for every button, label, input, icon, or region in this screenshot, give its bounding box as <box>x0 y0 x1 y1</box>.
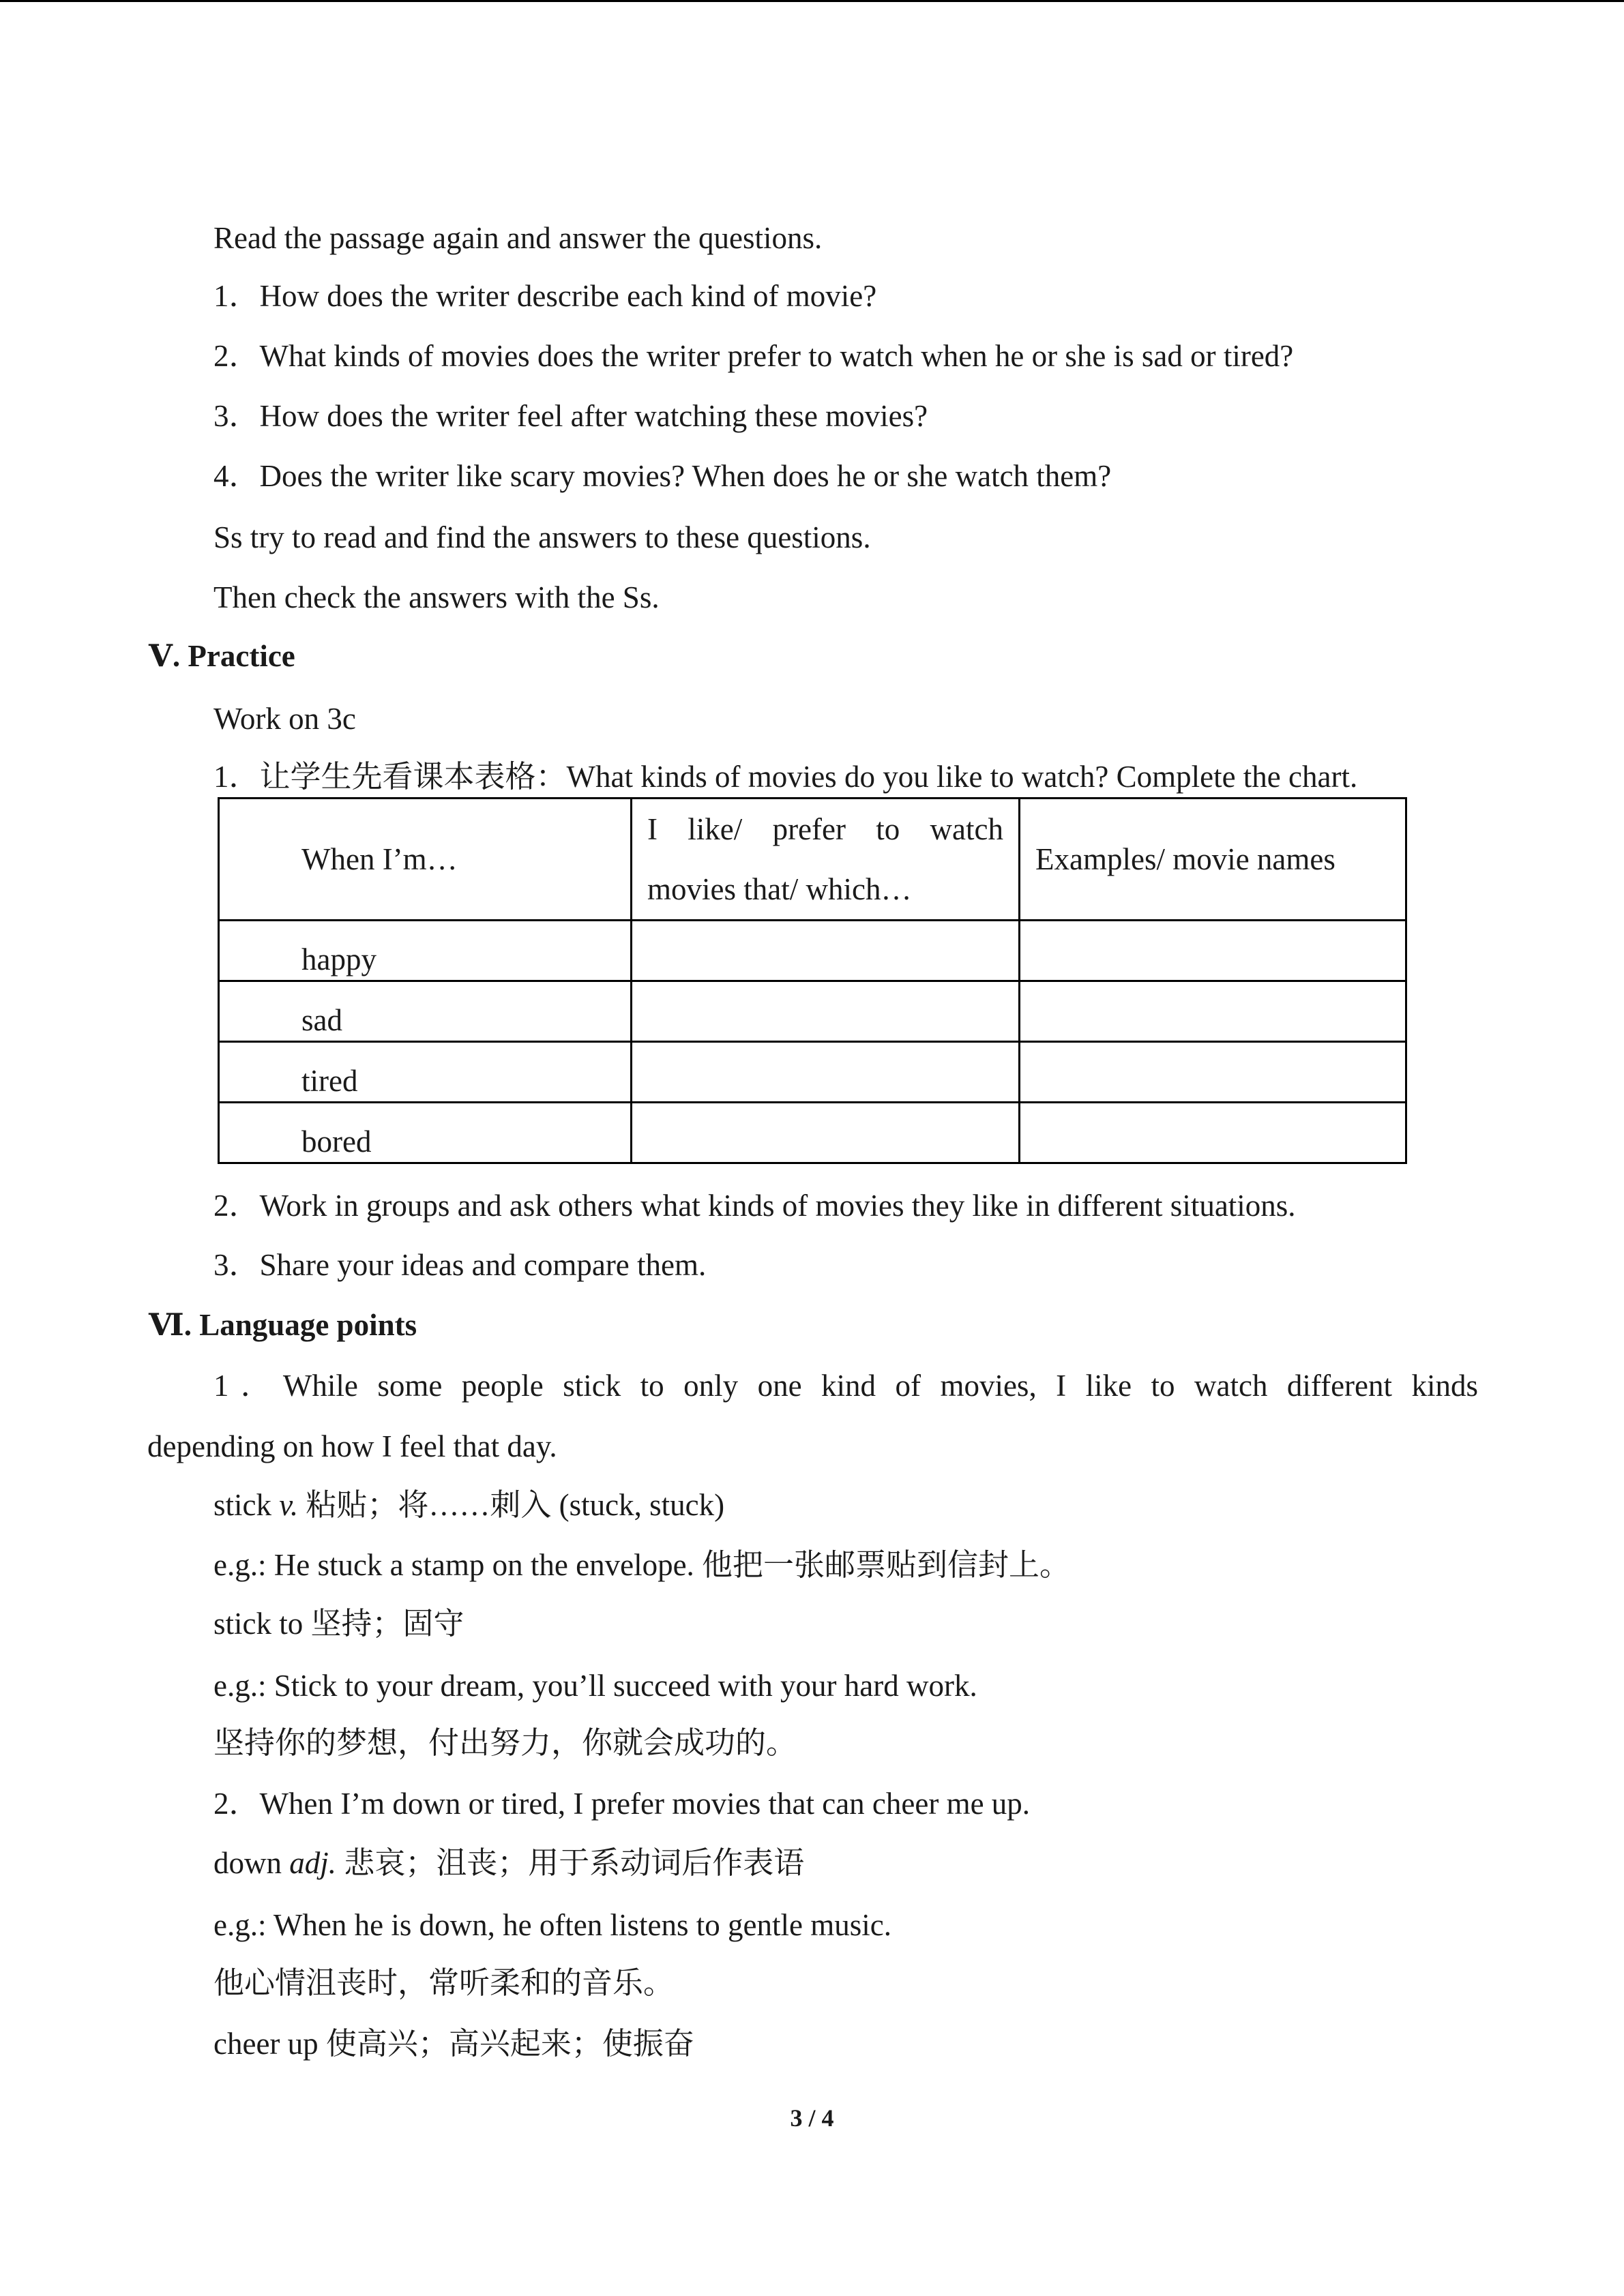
blank-cell[interactable] <box>632 1103 1020 1163</box>
language-point-2: 2．When I’m down or tired, I prefer movies that can cheer me up. <box>213 1787 1031 1821</box>
chart-row <box>219 1103 1406 1163</box>
row-label-happy: happy <box>219 921 632 981</box>
chart-row <box>219 1042 1406 1103</box>
practice-step-1: 1．让学生先看课本表格：What kinds of movies do you like to watch? Complete the chart. <box>213 760 1358 794</box>
blank-cell[interactable] <box>632 981 1020 1042</box>
stick-definition <box>213 1486 724 1524</box>
instruction-read: Ss try to read and find the answers to these questions. <box>213 520 871 554</box>
row-label-bored: bored <box>219 1103 632 1163</box>
blank-cell[interactable] <box>1020 1042 1406 1103</box>
header-prefer: I like/ prefer to watch movies that/ which… <box>632 799 1020 921</box>
work-on-label: Work on 3c <box>213 702 356 736</box>
down-meaning: 悲哀；沮丧；用于系动词后作表语 <box>344 1846 805 1880</box>
page-number: 3 / 4 <box>790 2104 834 2132</box>
example-2: e.g.: Stick to your dream, you’ll succeed with your hard work. <box>213 1669 977 1703</box>
row-label-tired: tired <box>219 1042 632 1103</box>
example-3-translation: 他心情沮丧时，常听柔和的音乐。 <box>213 1966 675 2000</box>
intro-text: Read the passage again and answer the questions. <box>213 221 823 255</box>
example-2-translation: 坚持你的梦想，付出努力，你就会成功的。 <box>213 1726 797 1760</box>
blank-cell[interactable] <box>632 1042 1020 1103</box>
question-3: 3．How does the writer feel after watching these movies? <box>213 399 928 433</box>
chart-row <box>219 921 1406 981</box>
cheer-up-definition: cheer up 使高兴；高兴起来；使振奋 <box>213 2027 694 2061</box>
header-examples: Examples/ movie names <box>1020 799 1406 921</box>
blank-cell[interactable] <box>1020 921 1406 981</box>
row-label-sad: sad <box>219 981 632 1042</box>
stick-meaning: 粘贴；将……刺入 (stuck, stuck) <box>306 1488 725 1522</box>
stick-to-definition: stick to 坚持；固守 <box>213 1607 464 1641</box>
question-1: 1．How does the writer describe each kind of movie? <box>213 279 877 313</box>
language-point-1-line-2: depending on how I feel that day. <box>147 1429 557 1463</box>
blank-cell[interactable] <box>632 921 1020 981</box>
section-6-heading: Ⅵ. Language points <box>149 1308 417 1342</box>
language-point-1-line-1: 1．While some people stick to only one kind of movies, I like to watch different kinds <box>213 1369 1478 1403</box>
blank-cell[interactable] <box>1020 1103 1406 1163</box>
instruction-check: Then check the answers with the Ss. <box>213 580 660 614</box>
practice-step-3: 3．Share your ideas and compare them. <box>213 1248 707 1282</box>
question-4: 4．Does the writer like scary movies? When does he or she watch them? <box>213 459 1112 493</box>
blank-cell[interactable] <box>1020 981 1406 1042</box>
down-definition <box>213 1844 804 1882</box>
section-5-heading: Ⅴ. Practice <box>149 639 295 673</box>
movie-preference-chart <box>218 797 1407 1164</box>
example-1: e.g.: He stuck a stamp on the envelope. 他把一张邮票贴到信封上。 <box>213 1548 1071 1582</box>
chart-header-row <box>219 799 1406 921</box>
practice-step-2: 2．Work in groups and ask others what kinds of movies they like in different situations. <box>213 1189 1296 1223</box>
chart-row <box>219 981 1406 1042</box>
stick-part-of-speech: v. <box>279 1488 299 1522</box>
stick-word: stick <box>213 1488 271 1522</box>
header-when: When I’m… <box>219 799 632 921</box>
down-part-of-speech: adj. <box>289 1846 337 1880</box>
example-3: e.g.: When he is down, he often listens to gentle music. <box>213 1908 891 1942</box>
down-word: down <box>213 1846 282 1880</box>
question-2: 2．What kinds of movies does the writer prefer to watch when he or she is sad or tired? <box>213 339 1294 373</box>
page-top-border <box>0 0 1624 2</box>
